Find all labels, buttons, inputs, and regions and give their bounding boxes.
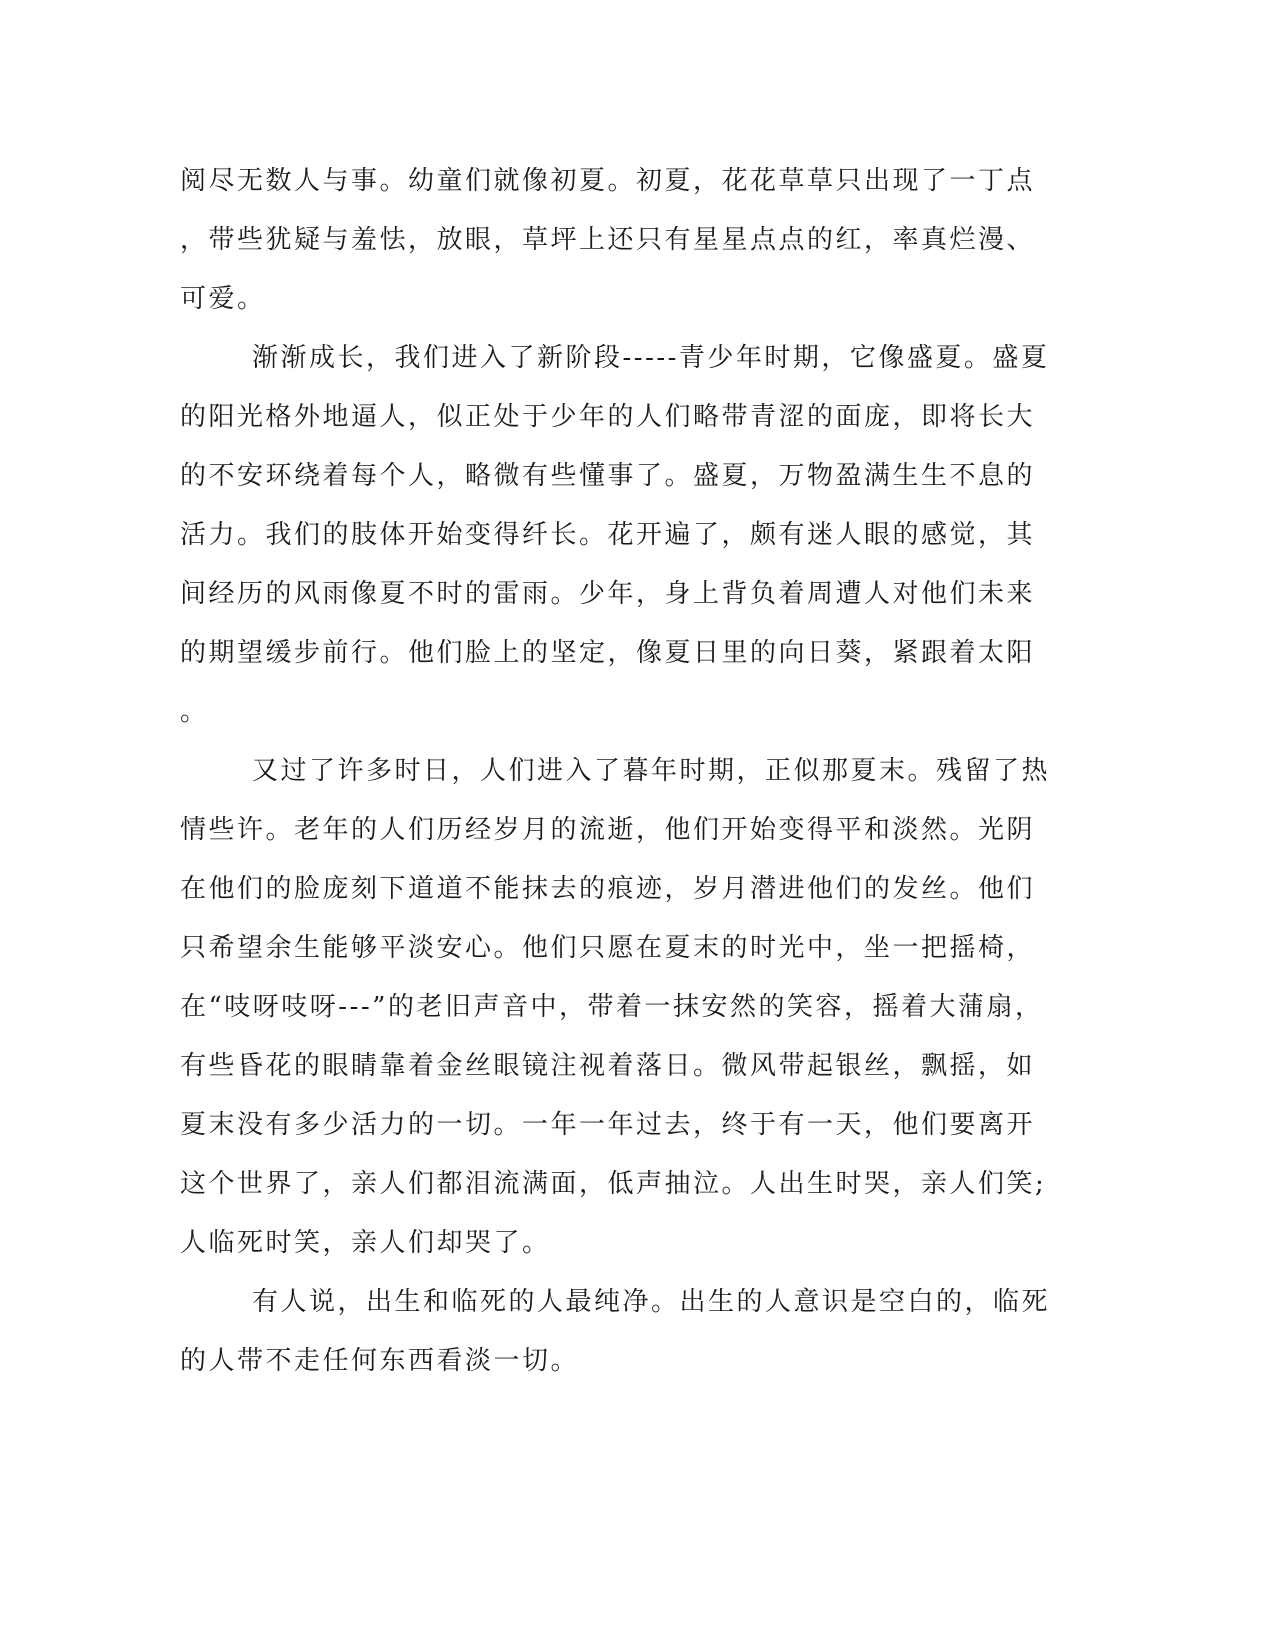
- paragraph-first-line: 有人说，出生和临死的人最纯净。出生的人意识是空白的，临死: [252, 1287, 1051, 1317]
- text-line: 间经历的风雨像夏不时的雷雨。少年，身上背负着周遭人对他们未来: [180, 579, 1036, 609]
- text-line: 的期望缓步前行。他们脸上的坚定，像夏日里的向日葵，紧跟着太阳: [180, 638, 1036, 668]
- text-line: 在他们的脸庞刻下道道不能抹去的痕迹，岁月潜进他们的发丝。他们: [180, 874, 1036, 904]
- text-line: 情些许。老年的人们历经岁月的流逝，他们开始变得平和淡然。光阴: [180, 815, 1036, 845]
- text-line: 活力。我们的肢体开始变得纤长。花开遍了，颇有迷人眼的感觉，其: [180, 520, 1036, 550]
- text-line: 的不安环绕着每个人，略微有些懂事了。盛夏，万物盈满生生不息的: [180, 461, 1036, 491]
- text-line: 只希望余生能够平淡安心。他们只愿在夏末的时光中，坐一把摇椅，: [180, 933, 1036, 963]
- text-line: 阅尽无数人与事。幼童们就像初夏。初夏，花花草草只出现了一丁点: [180, 166, 1036, 196]
- text-line: 的人带不走任何东西看淡一切。: [180, 1346, 580, 1376]
- text-line: 有些昏花的眼睛靠着金丝眼镜注视着落日。微风带起银丝，飘摇，如: [180, 1051, 1036, 1081]
- text-line: ，带些犹疑与羞怯，放眼，草坪上还只有星星点点的红，率真烂漫、: [180, 225, 1036, 255]
- paragraph-first-line: 又过了许多时日，人们进入了暮年时期，正似那夏末。残留了热: [252, 756, 1051, 786]
- text-line: 这个世界了，亲人们都泪流满面，低声抽泣。人出生时哭，亲人们笑;: [180, 1169, 1047, 1199]
- text-line: 人临死时笑，亲人们却哭了。: [180, 1228, 551, 1258]
- body-text: [180, 158, 1051, 1397]
- text-line: 可爱。: [180, 284, 266, 314]
- text-line: 。: [180, 697, 209, 727]
- paragraph-first-line: 渐渐成长，我们进入了新阶段-----青少年时期，它像盛夏。盛夏: [252, 343, 1050, 373]
- text-line: 夏末没有多少活力的一切。一年一年过去，终于有一天，他们要离开: [180, 1110, 1036, 1140]
- text-line: 的阳光格外地逼人，似正处于少年的人们略带青涩的面庞，即将长大: [180, 402, 1036, 432]
- text-line: 在“吱呀吱呀---”的老旧声音中，带着一抹安然的笑容，摇着大蒲扇，: [180, 992, 1044, 1022]
